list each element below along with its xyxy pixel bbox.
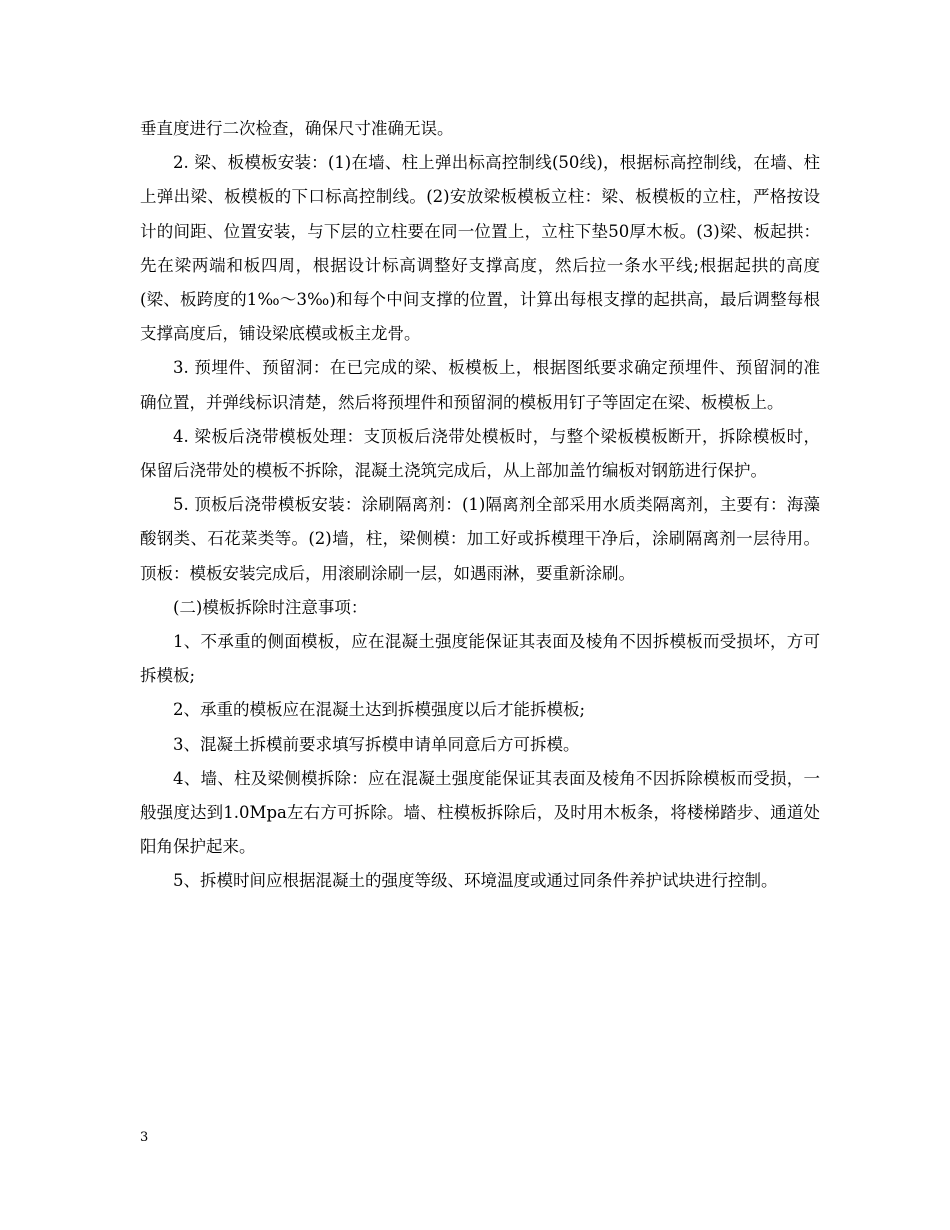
paragraph-embedded-parts: 3. 预埋件、预留洞：在已完成的梁、板模板上，根据图纸要求确定预埋件、预留洞的准确位置，并弹线标识清楚，然后将预埋件和预留洞的模板用钉子等固定在梁、板模板上。 — [140, 358, 820, 412]
paragraph-beam-slab-formwork: 2. 梁、板模板安装：(1)在墙、柱上弹出标高控制线(50线)，根据标高控制线，在墙、柱上弹出梁、板模板的下口标高控制线。(2)安放梁板模板立柱：梁、板模板的立柱，严格按设计的间距、位置安装，与下层的立柱要在同一位置上，立柱下垫50厚木板。(3)梁、板起拱：先在梁两端和板四周，根据设计标高调整好支撑高度，然后拉一条水平线;根据起拱的高度(梁、板跨度的1‰～3‰)和每个中间支撑的位置，计算出每根支撑的起拱高，最后调整每根支撑高度后，铺设梁底模或板主龙骨。 — [140, 153, 820, 344]
list-item-2: 2、承重的模板应在混凝土达到拆模强度以后才能拆模板; — [173, 700, 586, 720]
paragraph-release-agent: 5. 顶板后浇带模板安装：涂刷隔离剂：(1)隔离剂全部采用水质类隔离剂，主要有：海藻酸钢类、石花菜类等。(2)墙，柱，梁侧模：加工好或拆模理干净后，涂刷隔离剂一层待用。顶板：模板安装完成后，用滚刷涂刷一层，如遇雨淋，要重新涂刷。 — [140, 495, 820, 583]
section-heading-removal-notes: (二)模板拆除时注意事项： — [173, 597, 368, 617]
page-number: 3 — [140, 1130, 149, 1145]
list-item-5: 5、拆模时间应根据混凝土的强度等级、环境温度或通过同条件养护试块进行控制。 — [173, 871, 778, 891]
list-item-1: 1、不承重的侧面模板，应在混凝土强度能保证其表面及棱角不因拆模板而受损坏，方可拆模板; — [140, 632, 820, 686]
list-item-4: 4、墙、柱及梁侧模拆除：应在混凝土强度能保证其表面及棱角不因拆除模板而受损，一般强度达到1.0Mpa左右方可拆除。墙、柱模板拆除后，及时用木板条，将楼梯踏步、通道处阳角保护起来。 — [140, 768, 820, 857]
paragraph-continuation: 垂直度进行二次检查，确保尺寸准确无误。 — [140, 119, 454, 138]
paragraph-post-pour-strip: 4. 梁板后浇带模板处理：支顶板后浇带处模板时，与整个梁板模板断开，拆除模板时，保留后浇带处的模板不拆除，混凝土浇筑完成后，从上部加盖竹编板对钢筋进行保护。 — [140, 426, 820, 481]
document-body — [140, 112, 820, 899]
list-item-3: 3、混凝土拆模前要求填写拆模申请单同意后方可拆模。 — [173, 734, 580, 754]
